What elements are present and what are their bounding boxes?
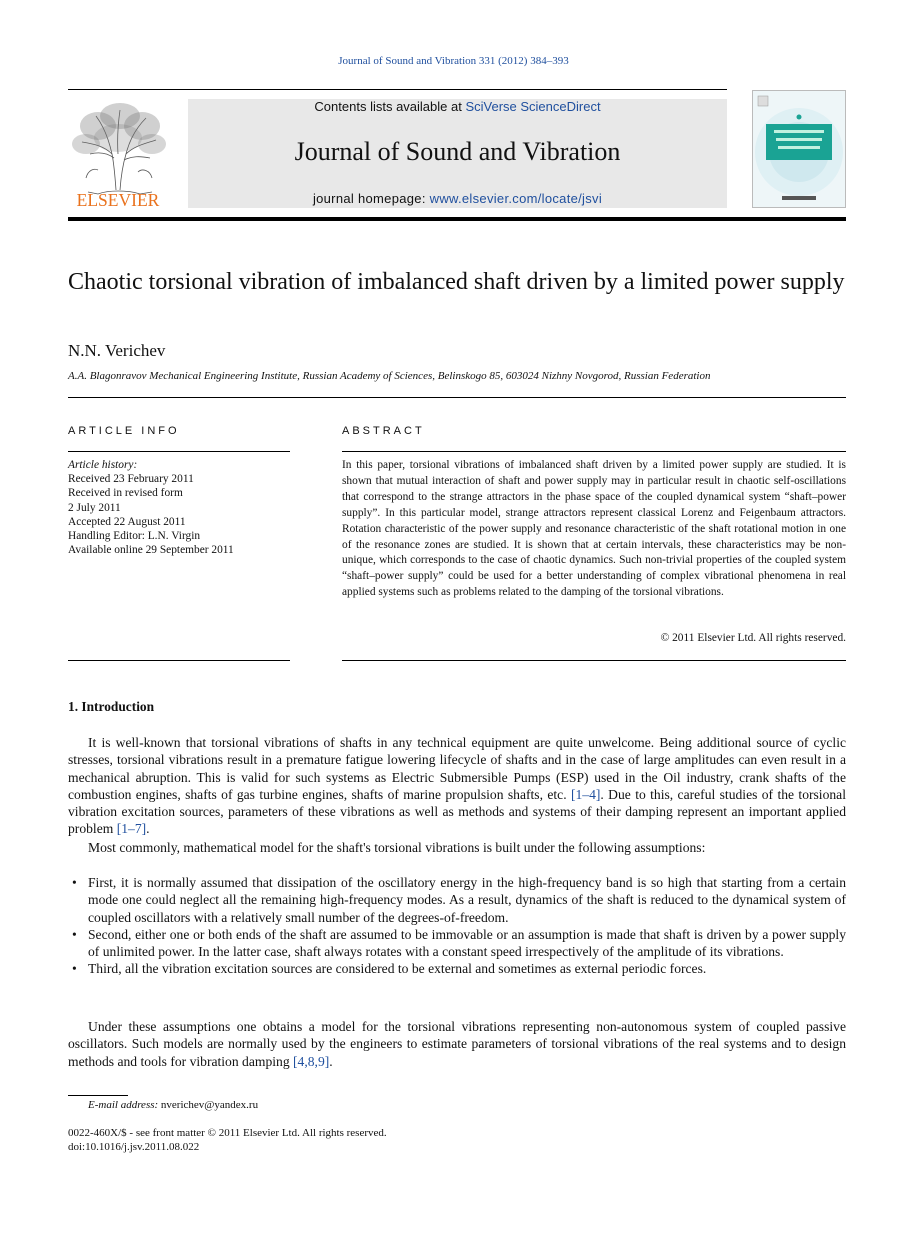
text-run: . Due to this, careful studies of the torsional vibration excitation sources, parameters of these vibrations as well as methods and systems of their damping represent an important applied problem: [68, 786, 846, 837]
email-label: E-mail address:: [88, 1099, 159, 1111]
text-run: Under these assumptions one obtains a model for the torsional vibrations representing non-autonomous system of coupled passive oscillators. Such models are normally used by the engineers to estimate parameters of torsional vibrations of the real systems and to design methods and tools for vibration damping: [68, 1019, 846, 1069]
footnote-email: [88, 1099, 258, 1111]
homepage-line: [188, 191, 727, 206]
list-item-text: First, it is normally assumed that dissipation of the oscillatory energy in the high-frequency band is so high that starting from a certain mode one could neglect all the remaining high-frequency modes. As a result, dynamics of the shaft is reduced to the dynamical system of coupled oscillators with a relatively small number of the degrees-of-freedom.: [88, 875, 846, 925]
list-item: [68, 960, 846, 977]
history-item: Received in revised form: [68, 487, 183, 500]
text-run: It is well-known that torsional vibrations of shafts in any technical equipment are quite unwelcome. Being additional source of cyclic stresses, torsional vibrations result in a premature fatigue lowering lifecycle of shafts and in the case of large amplitudes can even result in a mechanical abruption. This is valid for such systems as Electric Submersible Pumps (ESP) used in the Oil industry, crank shafts of the combustion engines, shafts of gas turbine engines, shafts of marine propulsion shafts, etc.: [68, 735, 846, 802]
intro-paragraph-1: [68, 734, 846, 838]
history-item: Available online 29 September 2011: [68, 544, 234, 557]
list-item-text: Second, either one or both ends of the shaft are assumed to be immovable or an assumption is made that shaft is driven by a power supply of unlimited power. In the latter case, shaft always rotates with a constant speed irrespectively of the amplitude of its vibrations.: [88, 926, 846, 960]
text-run: .: [329, 1053, 333, 1069]
intro-paragraph-3: [68, 1018, 846, 1070]
section-heading-introduction: 1. Introduction: [68, 699, 155, 714]
abstract-copyright: © 2011 Elsevier Ltd. All rights reserved.: [660, 632, 846, 644]
list-item-text: Third, all the vibration excitation sources are considered to be external and sometimes as external periodic forces.: [88, 961, 707, 977]
article-history-label: Article history:: [68, 459, 138, 471]
sciencedirect-link[interactable]: SciVerse ScienceDirect: [465, 99, 601, 114]
divider: [68, 397, 846, 398]
list-item: [68, 874, 846, 926]
contents-prefix: Contents lists available at: [314, 99, 466, 114]
list-item: [68, 926, 846, 961]
publisher-wordmark: ELSEVIER: [76, 190, 160, 210]
history-item: Handling Editor: L.N. Virgin: [68, 530, 201, 543]
header-top-rule: [68, 89, 727, 90]
elsevier-logo: [68, 98, 168, 210]
header-bottom-rule: [68, 217, 846, 221]
contents-line: [188, 99, 727, 114]
author-affiliation: A.A. Blagonravov Mechanical Engineering Institute, Russian Academy of Sciences, Belinskogo 85, 603024 Nizhny Novgorod, Russian Federation: [68, 370, 711, 382]
history-item: Received 23 February 2011: [68, 473, 194, 486]
email-address[interactable]: nverichev@yandex.ru: [160, 1099, 259, 1111]
assumption-list: [68, 874, 846, 978]
divider: [68, 660, 290, 661]
text-run: .: [146, 821, 150, 837]
article-info-heading: ARTICLE INFO: [68, 425, 180, 437]
author-name: N.N. Verichev: [68, 341, 166, 360]
divider: [68, 451, 290, 452]
doi-line: doi:10.1016/j.jsv.2011.08.022: [68, 1141, 200, 1153]
article-title: Chaotic torsional vibration of imbalanced shaft driven by a limited power supply: [68, 269, 845, 295]
abstract-heading: ABSTRACT: [342, 425, 425, 437]
journal-name: Journal of Sound and Vibration: [294, 137, 621, 166]
bullet-icon: •: [72, 961, 77, 977]
history-item: Accepted 22 August 2011: [68, 515, 186, 528]
history-item: 2 July 2011: [68, 501, 121, 514]
homepage-prefix: journal homepage:: [312, 191, 430, 206]
abstract-text: In this paper, torsional vibrations of imbalanced shaft driven by a limited power supply are studied. It is shown that mutual interaction of shaft and power supply may in particular result in chaotic self-oscillations that correspond to the strange attractors in the phase space of the coupled dynamical system “shaft–power supply”. In this particular model, strange attractors represent classical Lorenz and Feigenbaum attractors. Rotation characteristic of the power supply and resonance characteristic of the shaft rotational motion in one of the resonance zones are studied. It is shown that at certain intervals, these characteristics may be non-unique, which corresponds to the case of chaotic dynamics. Such non-trivial properties of the coupled system “shaft–power supply” could be used for a better understanding of complex vibrational phenomena in real applied systems such as problems related to the damping of the torsional vibrations.: [342, 459, 846, 599]
issn-line: 0022-460X/$ - see front matter © 2011 Elsevier Ltd. All rights reserved.: [68, 1127, 387, 1139]
bullet-icon: •: [72, 926, 77, 942]
citation-link[interactable]: [1–4]: [570, 786, 601, 802]
divider: [342, 451, 846, 452]
article-history: [68, 458, 290, 557]
bullet-icon: •: [72, 875, 77, 890]
journal-reference-link[interactable]: Journal of Sound and Vibration 331 (2012) 384–393: [338, 55, 569, 67]
journal-cover-image: [752, 90, 846, 208]
citation-link[interactable]: [4,8,9]: [293, 1053, 330, 1069]
citation-link[interactable]: [1–7]: [116, 821, 147, 837]
divider: [342, 660, 846, 661]
footnote-rule: [68, 1095, 128, 1096]
intro-paragraph-2: Most commonly, mathematical model for the shaft's torsional vibrations is built under the following assumptions:: [88, 840, 706, 855]
homepage-link[interactable]: www.elsevier.com/locate/jsvi: [429, 191, 603, 206]
